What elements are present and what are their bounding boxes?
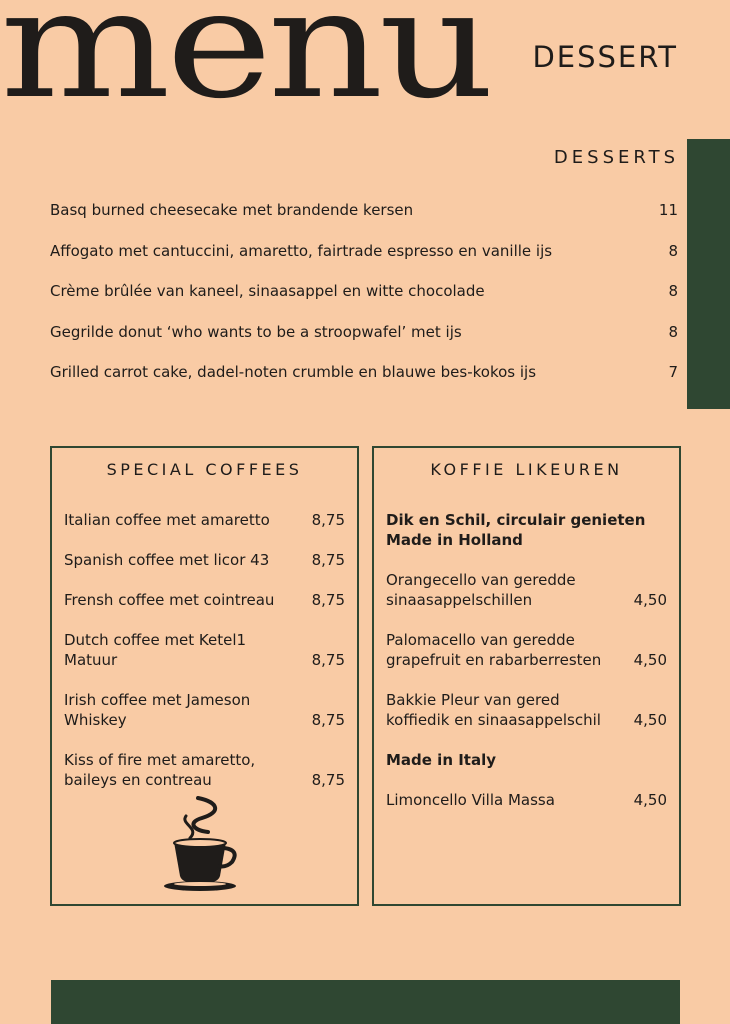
coffee-name: Kiss of fire met amaretto, baileys en contreau (64, 751, 256, 789)
liqueur-name: Bakkie Pleur van gered koffiedik en sinaasappelschil (386, 691, 601, 729)
dessert-name: Grilled carrot cake, dadel-noten crumble en blauwe bes-kokos ijs (50, 363, 537, 382)
koffie-likeuren-box (372, 446, 681, 906)
coffee-cup-icon (160, 796, 240, 896)
dessert-item (50, 271, 678, 312)
coffee-price: 8,75 (311, 711, 345, 729)
desserts-heading: DESSERTS (553, 147, 679, 168)
coffee-item (64, 750, 345, 790)
liqueur-price: 4,50 (633, 591, 667, 609)
dessert-price: 8 (668, 241, 678, 260)
dessert-price: 11 (658, 201, 678, 220)
coffee-name: Frensh coffee met cointreau (64, 591, 275, 609)
special-coffees-heading: SPECIAL COFFEES (106, 460, 303, 479)
liqueur-price: 4,50 (633, 651, 667, 669)
dessert-item (50, 312, 678, 353)
liqueur-price: 4,50 (633, 711, 667, 729)
liqueur-name: Palomacello van geredde grapefruit en rabarberresten (386, 631, 602, 669)
dessert-price: 8 (668, 322, 678, 341)
coffee-price: 8,75 (311, 551, 345, 569)
liqueur-group-title: Dik en Schil, circulair genieten Made in Holland (386, 511, 646, 549)
dessert-name: Basq burned cheesecake met brandende kersen (50, 201, 414, 220)
coffee-name: Spanish coffee met licor 43 (64, 551, 270, 569)
dessert-price: 8 (668, 282, 678, 301)
dessert-item (50, 352, 678, 393)
dessert-name: Crème brûlée van kaneel, sinaasappel en witte chocolade (50, 282, 485, 301)
dessert-item (50, 190, 678, 231)
coffee-price: 8,75 (311, 591, 345, 609)
koffie-likeuren-heading: KOFFIE LIKEUREN (430, 460, 623, 479)
liqueur-price: 4,50 (633, 791, 667, 809)
coffee-item (64, 550, 345, 570)
coffee-item (64, 590, 345, 610)
decorative-green-bar-right (687, 139, 730, 409)
coffee-item (64, 510, 345, 530)
liqueur-group-title: Made in Italy (386, 751, 497, 769)
liqueur-name: Limoncello Villa Massa (386, 791, 555, 809)
liqueur-name: Orangecello van geredde sinaasappelschillen (386, 571, 576, 609)
coffee-name: Italian coffee met amaretto (64, 511, 270, 529)
liqueur-item (386, 790, 667, 810)
menu-subtitle: DESSERT (532, 40, 678, 74)
coffee-name: Irish coffee met Jameson Whiskey (64, 691, 251, 729)
dessert-name: Affogato met cantuccini, amaretto, fairtrade espresso en vanille ijs (50, 241, 553, 260)
menu-title: menu (0, 0, 490, 132)
coffee-item (64, 630, 345, 670)
liqueur-item (386, 630, 667, 670)
dessert-name: Gegrilde donut ‘who wants to be a stroopwafel’ met ijs (50, 322, 462, 341)
coffee-item (64, 690, 345, 730)
special-coffees-box (50, 446, 359, 906)
coffee-price: 8,75 (311, 771, 345, 789)
decorative-green-bar-bottom (51, 980, 680, 1024)
dessert-price: 7 (668, 363, 678, 382)
liqueur-item (386, 690, 667, 730)
coffee-price: 8,75 (311, 511, 345, 529)
coffee-price: 8,75 (311, 651, 345, 669)
dessert-item (50, 231, 678, 272)
coffee-name: Dutch coffee met Ketel1 Matuur (64, 631, 247, 669)
dessert-list (50, 190, 678, 393)
liqueur-item (386, 570, 667, 610)
